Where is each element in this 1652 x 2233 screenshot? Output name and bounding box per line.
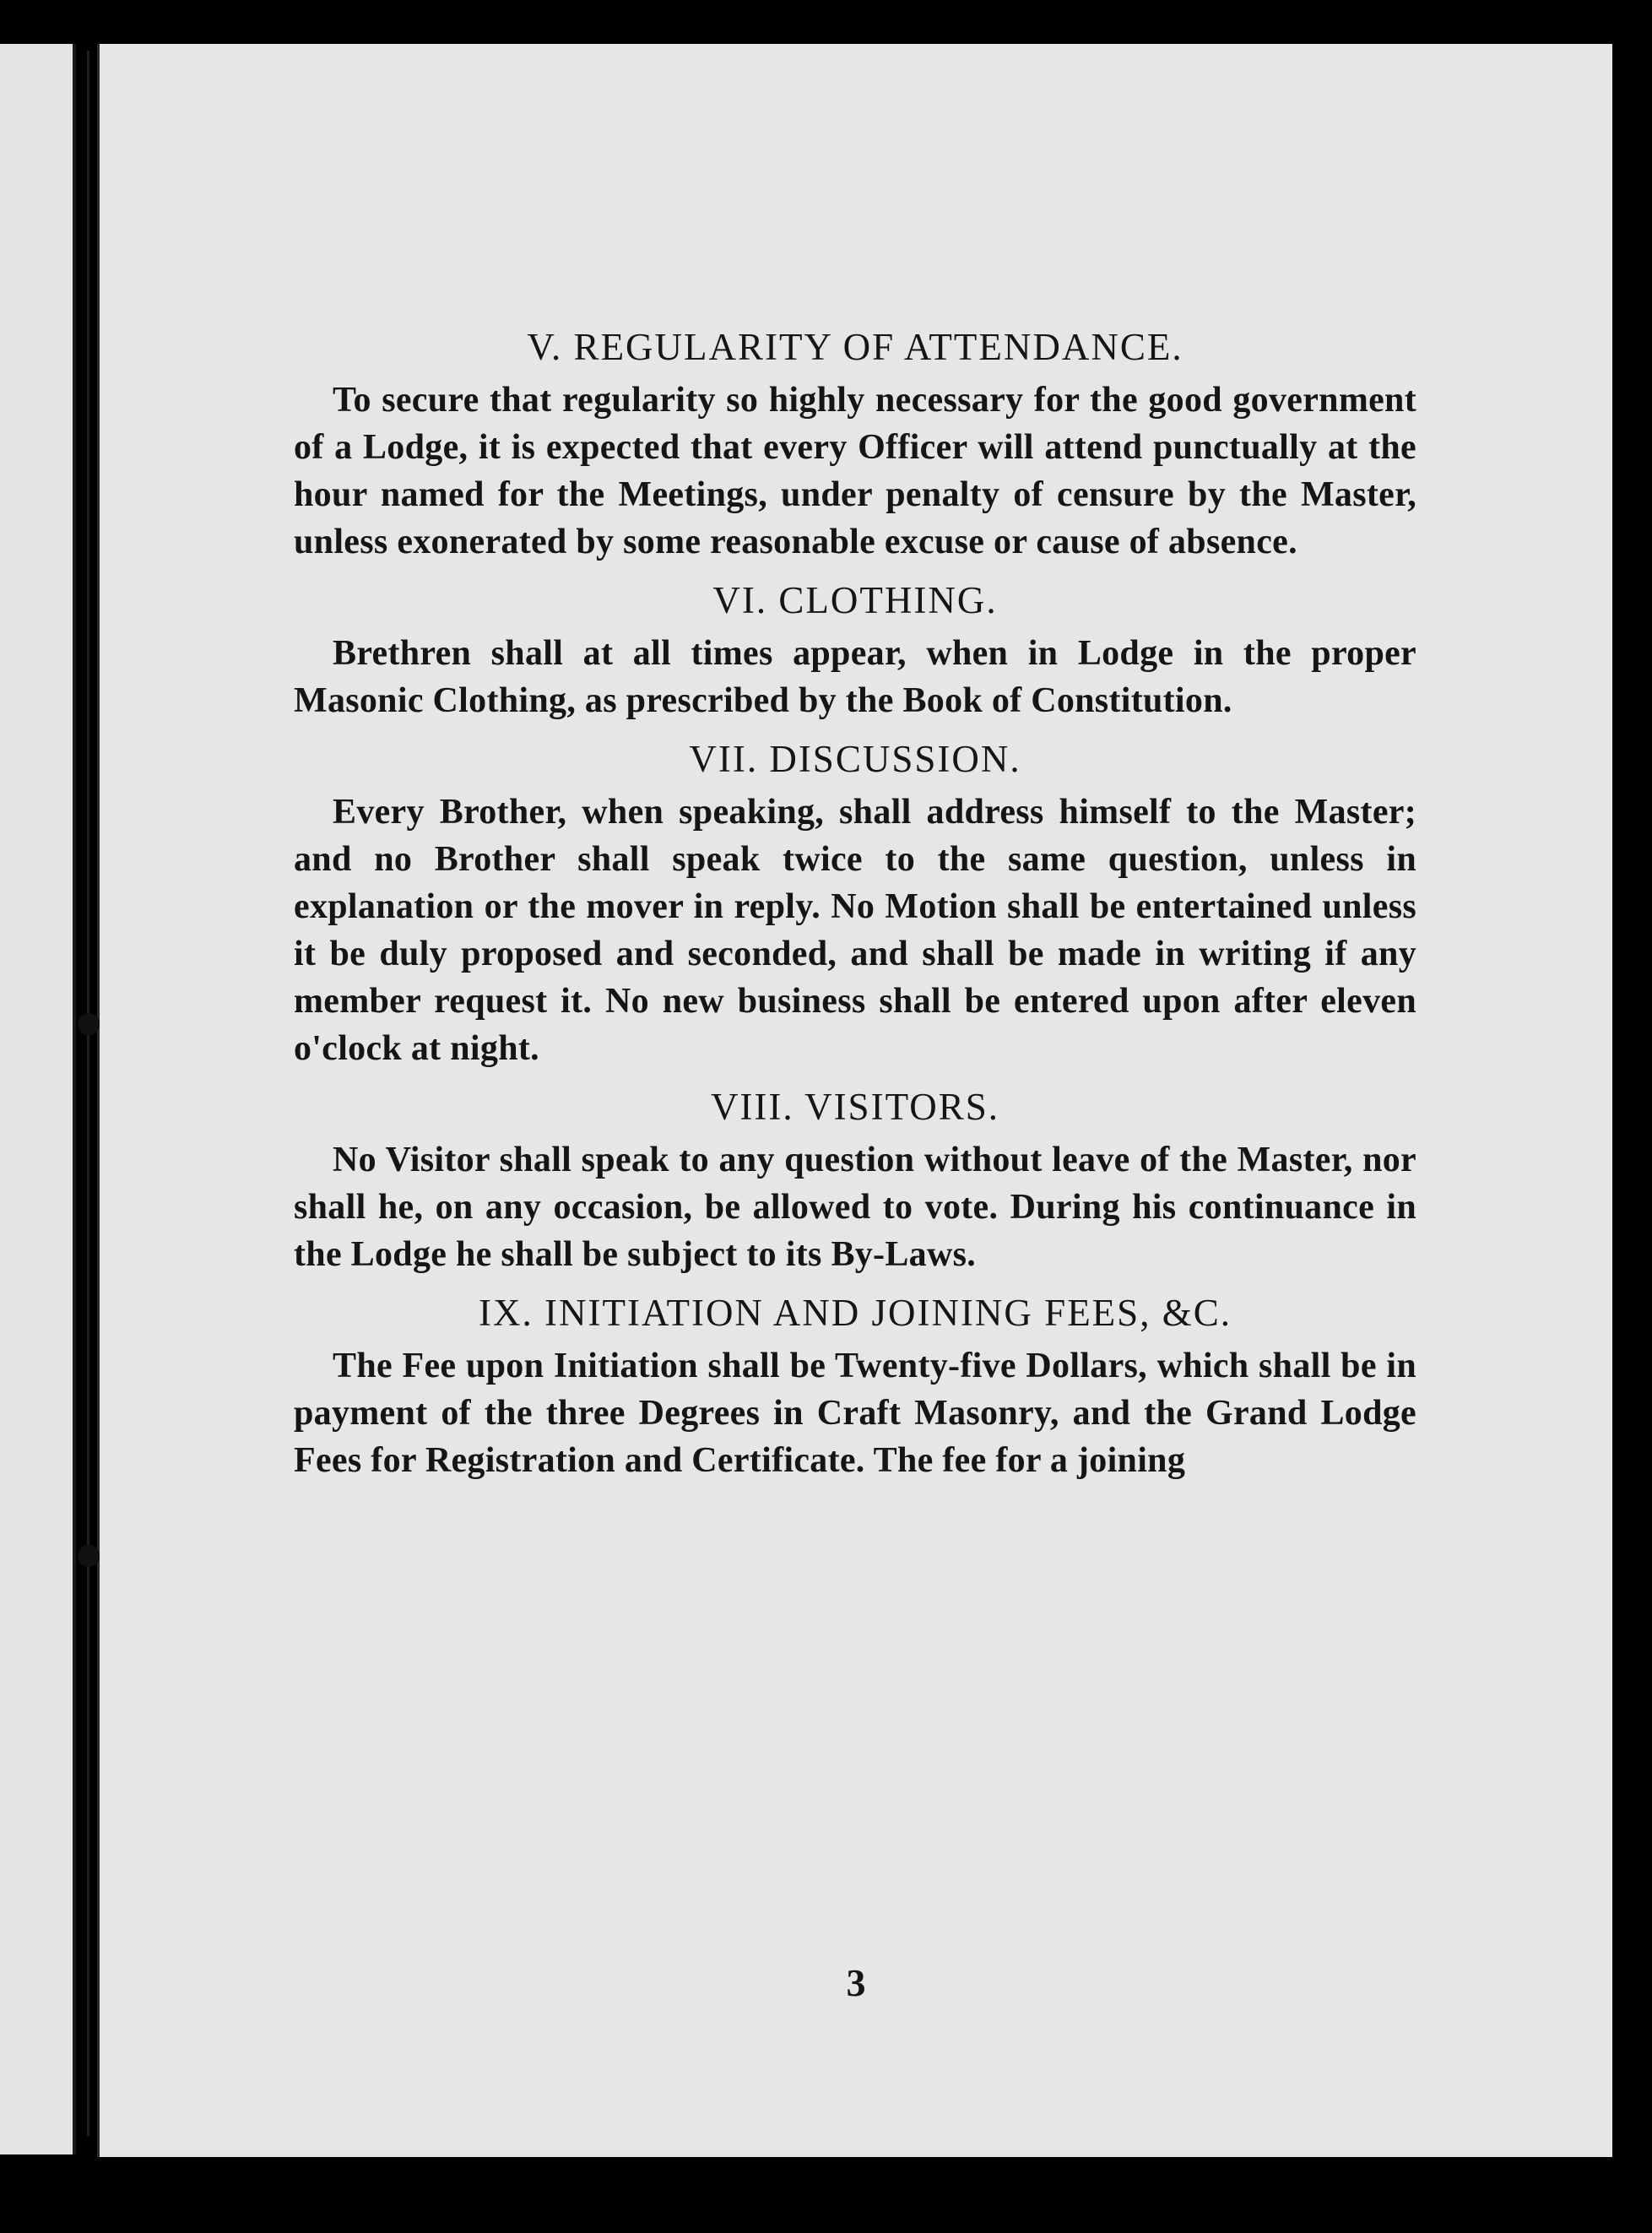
binding-stitch-line: [87, 51, 89, 2136]
section-heading-ix: IX. INITIATION AND JOINING FEES, &C.: [479, 1292, 1232, 1334]
facing-page-edge: [0, 44, 76, 2154]
section-body-v: To secure that regularity so highly necessary for the good government of a Lodge, it is expected that every Officer will attend punctually at the hour named for the Meetings, under penalty of censure by the Master, unless exonerated by some reasonable excuse or cause of absence.: [294, 381, 1416, 561]
book-page: [97, 44, 1612, 2157]
section-heading-vi: VI. CLOTHING.: [712, 579, 998, 621]
section-body-ix: The Fee upon Initiation shall be Twenty-five Dollars, which shall be in payment of the three Degrees in Craft Masonry, and the Grand Lodge Fees for Registration and Certificate. The fee for a joining: [294, 1347, 1416, 1480]
section-body-viii: No Visitor shall speak to any question without leave of the Master, nor shall he, on any occasion, be allowed to vote. During his continuance in the Lodge he shall be subject to its By-Laws.: [294, 1141, 1416, 1274]
binding-mark: [78, 1545, 100, 1567]
section-body-vii: Every Brother, when speaking, shall address himself to the Master; and no Brother shall speak twice to the same question, unless in explanation or the mover in reply. No Motion shall be entertained unless it be duly proposed and seconded, and shall be made in writing if any member request it. No new business shall be entered upon after eleven o'clock at night.: [294, 793, 1416, 1068]
section-heading-viii: VIII. VISITORS.: [710, 1086, 1000, 1128]
page-number: 3: [846, 1961, 866, 2004]
binding-mark: [78, 1013, 100, 1035]
page-content: [294, 322, 1416, 1494]
section-heading-v: V. REGULARITY OF ATTENDANCE.: [527, 326, 1183, 368]
section-heading-vii: VII. DISCUSSION.: [689, 738, 1021, 780]
facing-page-border: [73, 44, 76, 2154]
section-body-vi: Brethren shall at all times appear, when in Lodge in the proper Masonic Clothing, as prescribed by the Book of Constitution.: [294, 634, 1416, 720]
